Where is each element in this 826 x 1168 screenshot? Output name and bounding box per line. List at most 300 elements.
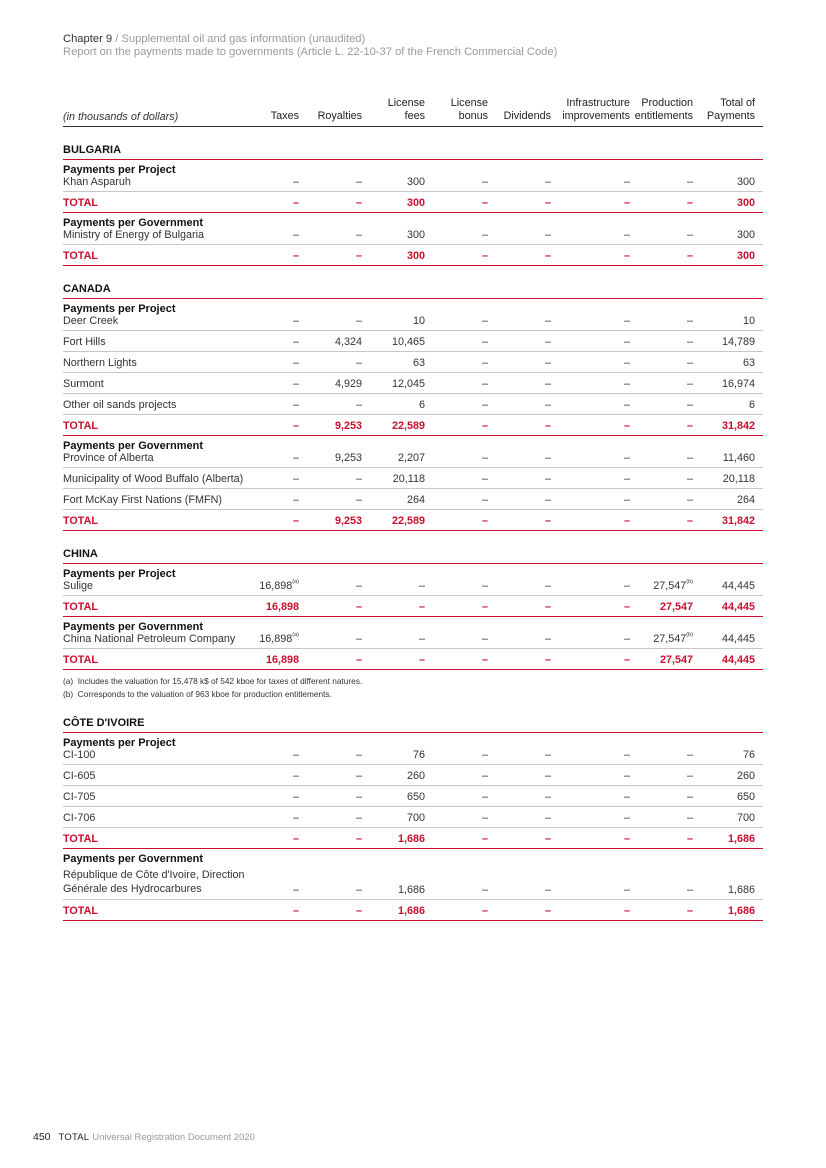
table-cell-value [728, 905, 755, 917]
cell-number: – [481, 654, 488, 666]
group-title: Payments per Project [63, 737, 176, 749]
cell-number: – [292, 336, 299, 348]
column-header [388, 97, 425, 123]
table-cell-value [624, 654, 630, 666]
cell-number: – [355, 176, 362, 188]
table-cell-value [398, 884, 425, 896]
cell-number: – [481, 515, 488, 527]
cell-number: – [686, 229, 693, 241]
cell-number: – [544, 633, 551, 645]
cell-number: 16,898 [265, 601, 299, 613]
cell-number: – [544, 749, 551, 761]
cell-number: 16,898 [259, 633, 293, 645]
cell-number: 76 [412, 749, 425, 761]
column-header-line-2: fees [404, 110, 425, 122]
cell-number: – [623, 601, 630, 613]
column-header-line-2: entitlements [634, 110, 693, 122]
total-row [63, 245, 763, 266]
table-cell-value [743, 749, 755, 761]
cell-number: – [418, 580, 425, 592]
cell-number: – [355, 399, 362, 411]
cell-number: – [544, 197, 551, 209]
table-cell-value [737, 250, 755, 262]
brand-name: TOTAL [58, 1132, 90, 1143]
table-cell-value [653, 580, 693, 592]
table-cell-value [743, 315, 755, 327]
table-cell-value [266, 654, 299, 666]
table-cell-value [392, 336, 425, 348]
table-cell-value [545, 812, 551, 824]
cell-number: – [544, 473, 551, 485]
row-label: Ministry of Energy of Bulgaria [63, 229, 205, 241]
table-cell-value [293, 833, 299, 845]
table-cell-value [728, 884, 755, 896]
page-footer [33, 1131, 255, 1143]
total-label: TOTAL [63, 654, 98, 666]
table-cell-value [356, 197, 362, 209]
table-cell-value [407, 791, 425, 803]
table-cell-value [482, 229, 488, 241]
table-cell-value [749, 399, 755, 411]
table-cell-value [392, 378, 425, 390]
cell-number: 264 [406, 494, 425, 506]
cell-number: – [686, 420, 693, 432]
cell-number: 31,842 [721, 420, 755, 432]
table-cell-value [624, 515, 630, 527]
table-cell-value [624, 633, 630, 645]
table-cell-value [687, 197, 693, 209]
group-heading-row [63, 735, 763, 749]
cell-number: 27,547 [653, 580, 687, 592]
cell-number: – [686, 176, 693, 188]
table-cell-value [722, 378, 755, 390]
total-row [63, 192, 763, 213]
table-cell-value [545, 250, 551, 262]
table-cell-value [687, 315, 693, 327]
cell-number: – [544, 494, 551, 506]
cell-number: – [544, 229, 551, 241]
table-cell-value [393, 473, 425, 485]
cell-number: – [623, 452, 630, 464]
cell-number: 63 [412, 357, 425, 369]
table-cell-value [624, 770, 630, 782]
cell-number: – [686, 515, 693, 527]
table-cell-value [482, 250, 488, 262]
table-cell-value [722, 336, 755, 348]
cell-number: – [481, 357, 488, 369]
cell-number: – [481, 884, 488, 896]
cell-number: – [623, 197, 630, 209]
column-header-line-1: Total of [720, 97, 755, 109]
table-cell-value [419, 399, 425, 411]
total-label: TOTAL [63, 197, 98, 209]
cell-number: 260 [406, 770, 425, 782]
country-name: CANADA [63, 283, 111, 295]
table-row [63, 786, 763, 807]
table-cell-value [356, 812, 362, 824]
cell-number: 27,547 [659, 601, 693, 613]
table-cell-value [545, 654, 551, 666]
table-cell-value [687, 770, 693, 782]
cell-number: 300 [736, 197, 755, 209]
cell-number: 27,547 [653, 633, 687, 645]
cell-number: – [292, 229, 299, 241]
cell-number: 650 [736, 791, 755, 803]
cell-number: – [292, 812, 299, 824]
column-header [707, 97, 755, 123]
table-cell-value [407, 250, 425, 262]
chapter-subtitle: Report on the payments made to governments (Article L. 22-10-37 of the French Commercial Code) [63, 46, 558, 58]
table-cell-value [545, 770, 551, 782]
cell-number: 44,445 [721, 580, 755, 592]
cell-number: – [292, 399, 299, 411]
row-label: Northern Lights [63, 357, 137, 369]
table-cell-value [723, 473, 755, 485]
page-number: 450 [33, 1131, 51, 1143]
row-label: Province of Alberta [63, 452, 154, 464]
table-cell-value [545, 633, 551, 645]
cell-number: 2,207 [397, 452, 425, 464]
column-header-line-1 [271, 97, 299, 110]
table-cell-value [624, 229, 630, 241]
table-cell-value [722, 420, 755, 432]
table-cell-value [737, 812, 755, 824]
cell-number: – [481, 812, 488, 824]
table-cell-value [356, 601, 362, 613]
table-cell-value [293, 749, 299, 761]
table-cell-value [545, 378, 551, 390]
cell-number: – [292, 770, 299, 782]
column-header [562, 97, 630, 123]
table-cell-value [356, 473, 362, 485]
table-cell-value [728, 833, 755, 845]
cell-number: – [355, 357, 362, 369]
country-heading-row [63, 700, 763, 733]
cell-number: – [686, 197, 693, 209]
cell-number: 1,686 [397, 833, 425, 845]
column-header-line-1 [504, 97, 551, 110]
cell-number: – [686, 494, 693, 506]
cell-number: – [544, 336, 551, 348]
table-row [63, 373, 763, 394]
cell-number: – [481, 229, 488, 241]
cell-number: – [544, 515, 551, 527]
total-row [63, 415, 763, 436]
table-cell-value [687, 905, 693, 917]
table-cell-value [660, 654, 693, 666]
table-cell-value [413, 357, 425, 369]
cell-number: – [481, 473, 488, 485]
cell-number: – [686, 357, 693, 369]
table-cell-value [545, 357, 551, 369]
cell-number: – [481, 452, 488, 464]
cell-number: – [355, 905, 362, 917]
total-label: TOTAL [63, 601, 98, 613]
row-label: CI-605 [63, 770, 96, 782]
table-cell-value [482, 197, 488, 209]
table-cell-value [482, 378, 488, 390]
group-heading-row [63, 215, 763, 229]
table-cell-value [407, 176, 425, 188]
table-cell-value [413, 315, 425, 327]
table-cell-value [482, 315, 488, 327]
country-heading-row [63, 127, 763, 160]
cell-number: – [355, 833, 362, 845]
group-heading-row [63, 619, 763, 633]
cell-number: – [623, 580, 630, 592]
total-row [63, 596, 763, 617]
table-cell-value [293, 176, 299, 188]
table-cell-value [392, 515, 425, 527]
table-cell-value [687, 250, 693, 262]
cell-number: – [481, 399, 488, 411]
table-cell-value [624, 315, 630, 327]
table-cell-value [482, 601, 488, 613]
country-name: CÔTE D'IVOIRE [63, 717, 145, 729]
total-row [63, 828, 763, 849]
table-cell-value [624, 580, 630, 592]
table-cell-value [545, 494, 551, 506]
table-cell-value [545, 601, 551, 613]
cell-number: 264 [736, 494, 755, 506]
cell-number: – [623, 494, 630, 506]
cell-number: – [686, 250, 693, 262]
cell-number: – [686, 749, 693, 761]
column-header-row [63, 97, 763, 127]
table-cell-value [482, 580, 488, 592]
table-cell-value [356, 905, 362, 917]
table-cell-value [545, 515, 551, 527]
table-cell-value [356, 654, 362, 666]
table-cell-value [737, 176, 755, 188]
table-cell-value [356, 229, 362, 241]
table-cell-value [413, 749, 425, 761]
cell-number: – [544, 601, 551, 613]
table-cell-value [356, 580, 362, 592]
column-header-line-1: Infrastructure [566, 97, 630, 109]
cell-number: – [418, 654, 425, 666]
table-cell-value [293, 378, 299, 390]
table-cell-value [687, 494, 693, 506]
table-row [63, 229, 763, 245]
table-cell-value [482, 515, 488, 527]
column-header [318, 97, 362, 123]
table-row [63, 865, 763, 900]
cell-number: 10 [412, 315, 425, 327]
table-cell-value [293, 884, 299, 896]
table-cell-value [687, 452, 693, 464]
table-cell-value [624, 336, 630, 348]
cell-number: – [355, 884, 362, 896]
column-header [635, 97, 693, 123]
table-cell-value [356, 315, 362, 327]
cell-number: – [686, 791, 693, 803]
table-cell-value [293, 812, 299, 824]
cell-number: – [623, 357, 630, 369]
table-cell-value [660, 601, 693, 613]
table-row [63, 580, 763, 596]
column-header-line-2: Payments [706, 110, 755, 122]
cell-number: – [623, 812, 630, 824]
row-label: Sulige [63, 580, 94, 592]
cell-number: – [623, 176, 630, 188]
table-cell-value [743, 357, 755, 369]
cell-number: 76 [742, 749, 755, 761]
row-label: Surmont [63, 378, 104, 390]
cell-number: – [686, 315, 693, 327]
cell-number: – [292, 473, 299, 485]
table-cell-value [624, 494, 630, 506]
table-cell-value [259, 633, 299, 645]
table-cell-value [624, 399, 630, 411]
table-cell-value [687, 791, 693, 803]
cell-number: – [292, 250, 299, 262]
table-cell-value [545, 176, 551, 188]
table-cell-value [293, 515, 299, 527]
cell-number: – [481, 633, 488, 645]
table-cell-value [407, 770, 425, 782]
column-header-line-1: License [450, 97, 488, 109]
table-row [63, 468, 763, 489]
cell-number: – [481, 833, 488, 845]
cell-number: – [623, 399, 630, 411]
cell-number: – [686, 336, 693, 348]
cell-number: 11,460 [722, 452, 755, 464]
cell-number: – [292, 420, 299, 432]
cell-number: – [355, 494, 362, 506]
footnote: (b) Corresponds to the valuation of 963 kboe for production entitlements. [63, 688, 332, 699]
table-cell-value [356, 749, 362, 761]
cell-number: – [686, 452, 693, 464]
table-cell-value [624, 473, 630, 485]
table-cell-value [293, 197, 299, 209]
cell-number: 16,974 [721, 378, 755, 390]
table-cell-value [482, 812, 488, 824]
table-row [63, 807, 763, 828]
cell-number: – [544, 357, 551, 369]
cell-number: 6 [418, 399, 425, 411]
cell-number: – [355, 229, 362, 241]
table-row [63, 315, 763, 331]
column-header-line-2: improvements [562, 110, 630, 122]
cell-number: – [623, 905, 630, 917]
footnote-mark: (b) [686, 579, 693, 585]
cell-number: – [355, 654, 362, 666]
cell-number: – [686, 884, 693, 896]
table-cell-value [687, 515, 693, 527]
cell-number: 4,929 [334, 378, 362, 390]
table-cell-value [293, 473, 299, 485]
table-cell-value [356, 791, 362, 803]
cell-number: – [481, 905, 488, 917]
footnotes [63, 670, 763, 700]
country-name: CHINA [63, 548, 98, 560]
table-row [63, 489, 763, 510]
table-cell-value [722, 633, 755, 645]
table-cell-value [687, 420, 693, 432]
cell-number: 44,445 [721, 654, 755, 666]
column-header [504, 97, 551, 123]
cell-number: 22,589 [391, 515, 425, 527]
row-label [63, 869, 245, 896]
cell-number: – [623, 336, 630, 348]
cell-number: – [623, 315, 630, 327]
table-cell-value [419, 601, 425, 613]
cell-number: – [292, 791, 299, 803]
table-cell-value [293, 420, 299, 432]
table-cell-value [624, 378, 630, 390]
table-cell-value [687, 884, 693, 896]
table-cell-value [356, 357, 362, 369]
cell-number: – [355, 250, 362, 262]
group-heading-row [63, 162, 763, 176]
footnote-mark: (b) [686, 632, 693, 638]
cell-number: – [544, 791, 551, 803]
cell-number: – [355, 315, 362, 327]
table-cell-value [293, 250, 299, 262]
table-cell-value [687, 473, 693, 485]
table-row [63, 452, 763, 468]
footnote: (a) Includes the valuation for 15,478 k$ of 542 kboe for taxes of different natures. [63, 676, 363, 686]
table-cell-value [624, 420, 630, 432]
column-header [271, 97, 299, 123]
table-cell-value [293, 229, 299, 241]
cell-number: – [481, 791, 488, 803]
cell-number: – [544, 176, 551, 188]
table-cell-value [545, 452, 551, 464]
table-cell-value [293, 905, 299, 917]
chapter-line [63, 33, 557, 46]
row-label: Fort McKay First Nations (FMFN) [63, 494, 222, 506]
table-cell-value [624, 197, 630, 209]
cell-number: 700 [736, 812, 755, 824]
cell-number: – [686, 473, 693, 485]
cell-number: – [292, 378, 299, 390]
cell-number: – [481, 601, 488, 613]
cell-number: – [623, 749, 630, 761]
cell-number: 31,842 [721, 515, 755, 527]
cell-number: – [292, 884, 299, 896]
table-cell-value [624, 357, 630, 369]
table-cell-value [482, 336, 488, 348]
table-cell-value [545, 884, 551, 896]
table-cell-value [687, 176, 693, 188]
table-row [63, 765, 763, 786]
cell-number: 10 [742, 315, 755, 327]
column-header-line-2: bonus [458, 110, 488, 122]
cell-number: – [544, 812, 551, 824]
table-cell-value [482, 494, 488, 506]
table-cell-value [722, 580, 755, 592]
column-header-line-2: Dividends [503, 110, 551, 122]
table-cell-value [687, 833, 693, 845]
table-cell-value [293, 770, 299, 782]
table-cell-value [545, 229, 551, 241]
cell-number: – [686, 812, 693, 824]
cell-number: 12,045 [391, 378, 425, 390]
page-header [63, 33, 557, 59]
cell-number: – [686, 833, 693, 845]
group-heading-row [63, 851, 763, 865]
table-cell-value [356, 633, 362, 645]
cell-number: – [686, 905, 693, 917]
table-cell-value [545, 749, 551, 761]
table-cell-value [653, 633, 693, 645]
country-heading-row [63, 531, 763, 564]
table-cell-value [624, 884, 630, 896]
cell-number: – [355, 601, 362, 613]
table-cell-value [624, 905, 630, 917]
